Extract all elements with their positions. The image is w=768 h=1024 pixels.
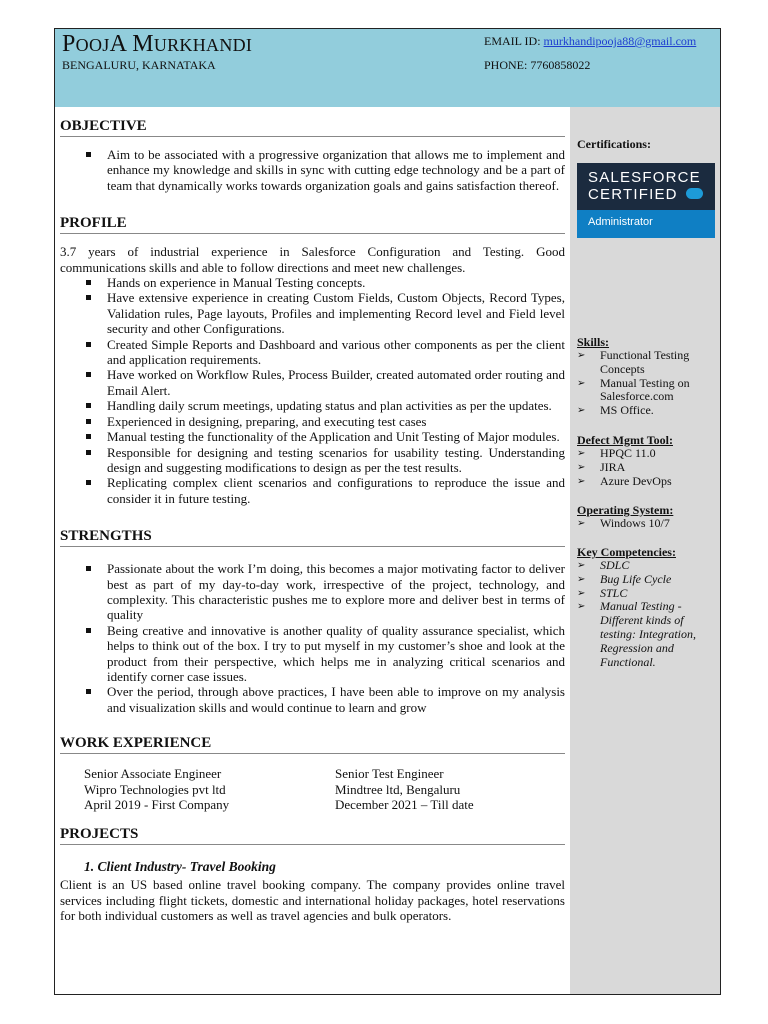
list-item: ➢ STLC: [577, 587, 717, 601]
project-title: 1. Client Industry- Travel Booking: [84, 859, 276, 875]
work-experience-heading: WORK EXPERIENCE: [60, 735, 565, 754]
list-item: ➢ HPQC 11.0: [577, 447, 717, 461]
list-item: Created Simple Reports and Dashboard and various other components as per the client and application requirements.: [86, 337, 565, 368]
list-item: ➢ Functional Testing Concepts: [577, 349, 717, 377]
list-item: ➢ Azure DevOps: [577, 475, 717, 489]
phone-row: [484, 58, 590, 73]
badge-line3: Administrator: [588, 216, 653, 228]
defect-tool-block: [577, 433, 717, 488]
os-block: [577, 503, 717, 531]
list-item: Manual testing the functionality of the Application and Unit Testing of Major modules.: [86, 429, 565, 444]
main-content: [60, 118, 565, 923]
projects-heading: PROJECTS: [60, 826, 565, 845]
list-item: ➢ Windows 10/7: [577, 517, 717, 531]
salesforce-cloud-icon: [686, 188, 703, 199]
job-company: Mindtree ltd, Bengaluru: [335, 781, 461, 797]
competencies-list: [577, 559, 717, 669]
badge-line1: SALESFORCE: [588, 169, 701, 186]
list-item: Have extensive experience in creating Custom Fields, Custom Objects, Record Types, Validation rules, Page layouts, Profiles and implementing Record level and Field level security and other Configurations.: [86, 290, 565, 336]
list-item: Hands on experience in Manual Testing concepts.: [86, 275, 565, 290]
job-company: Wipro Technologies pvt ltd: [84, 781, 226, 797]
strengths-heading: STRENGTHS: [60, 528, 565, 547]
list-item: Being creative and innovative is another quality of quality assurance specialist, which helps to think out of the box. I try to put myself in my customer’s shoe and look at the product from their perspective, which helps me in analyzing critical scenarios and identify corner case issues.: [86, 623, 565, 685]
skills-heading: Skills:: [577, 335, 610, 349]
list-item: ➢ Manual Testing - Different kinds of testing: Integration, Regression and Functional.: [577, 600, 717, 669]
defect-tool-list: [577, 447, 717, 488]
skills-block: [577, 335, 717, 418]
phone-label: PHONE:: [484, 58, 528, 72]
candidate-name: POOJA MURKHANDI: [62, 31, 253, 57]
job-entry: [84, 766, 229, 813]
list-item: Over the period, through above practices, I have been able to improve on my analysis and visualization skills and would continue to learn and grow: [86, 684, 565, 715]
list-item: Experienced in designing, preparing, and executing test cases: [86, 414, 565, 429]
email-link[interactable]: murkhandipooja88@gmail.com: [543, 34, 697, 48]
candidate-location: BENGALURU, KARNATAKA: [62, 58, 216, 72]
list-item: Responsible for designing and testing scenarios for usability testing. Understanding design and suggesting modifications to design as per the test results.: [86, 445, 565, 476]
os-list: [577, 517, 717, 531]
salesforce-certified-badge: [577, 163, 715, 238]
list-item: ➢ Manual Testing on Salesforce.com: [577, 377, 717, 405]
profile-intro: 3.7 years of industrial experience in Salesforce Configuration and Testing. Good communications skills and able to follow directions and meet new challenges.: [60, 244, 565, 275]
list-item: Replicating complex client scenarios and configurations to reproduce the issue and consider it in future testing.: [86, 475, 565, 506]
badge-line2: CERTIFIED: [588, 186, 678, 203]
email-row: [484, 34, 696, 49]
list-item: Handling daily scrum meetings, updating status and plan activities as per the updates.: [86, 398, 565, 413]
list-item: Have worked on Workflow Rules, Process Builder, created automated order routing and Email Alert.: [86, 367, 565, 398]
objective-list: [86, 147, 565, 193]
job-entry: [335, 766, 474, 813]
list-item: Aim to be associated with a progressive organization that allows me to implement and enhance my knowledge and skills in sync with cutting edge technology and be a part of team that dynamically works towards organization goals and gains satisfaction thereof.: [86, 147, 565, 193]
list-item: ➢ SDLC: [577, 559, 717, 573]
list-item: ➢ MS Office.: [577, 404, 717, 418]
competencies-block: [577, 545, 717, 669]
badge-bottom: [577, 210, 715, 238]
list-item: ➢ JIRA: [577, 461, 717, 475]
skills-list: [577, 349, 717, 418]
job-title: Senior Associate Engineer: [84, 766, 222, 782]
work-experience-grid: [60, 766, 565, 814]
defect-tool-heading: Defect Mgmt Tool:: [577, 433, 673, 447]
certifications-heading: Certifications:: [577, 137, 651, 151]
job-period: April 2019 - First Company: [84, 797, 230, 813]
email-label: EMAIL ID:: [484, 34, 541, 48]
job-title: Senior Test Engineer: [335, 766, 444, 782]
profile-heading: PROFILE: [60, 215, 565, 234]
objective-heading: OBJECTIVE: [60, 118, 565, 137]
profile-list: [86, 275, 565, 506]
strengths-list: [86, 561, 565, 715]
os-heading: Operating System:: [577, 503, 674, 517]
competencies-heading: Key Competencies:: [577, 545, 676, 559]
list-item: Passionate about the work I’m doing, this becomes a major motivating factor to deliver best as part of my day-to-day work, irrespective of the project, technology, and complexity. This characteristic pushes me to explore more and deliver best in terms of quality: [86, 561, 565, 623]
list-item: ➢ Bug Life Cycle: [577, 573, 717, 587]
job-period: December 2021 – Till date: [335, 797, 474, 813]
badge-top: [577, 163, 715, 210]
phone-number: 7760858022: [530, 58, 591, 72]
project-description: Client is an US based online travel booking company. The company provides online travel services including flight tickets, domestic and international holiday packages, hotel reservations for both individual customers as well as travel agencies and bulk operators.: [60, 877, 565, 923]
